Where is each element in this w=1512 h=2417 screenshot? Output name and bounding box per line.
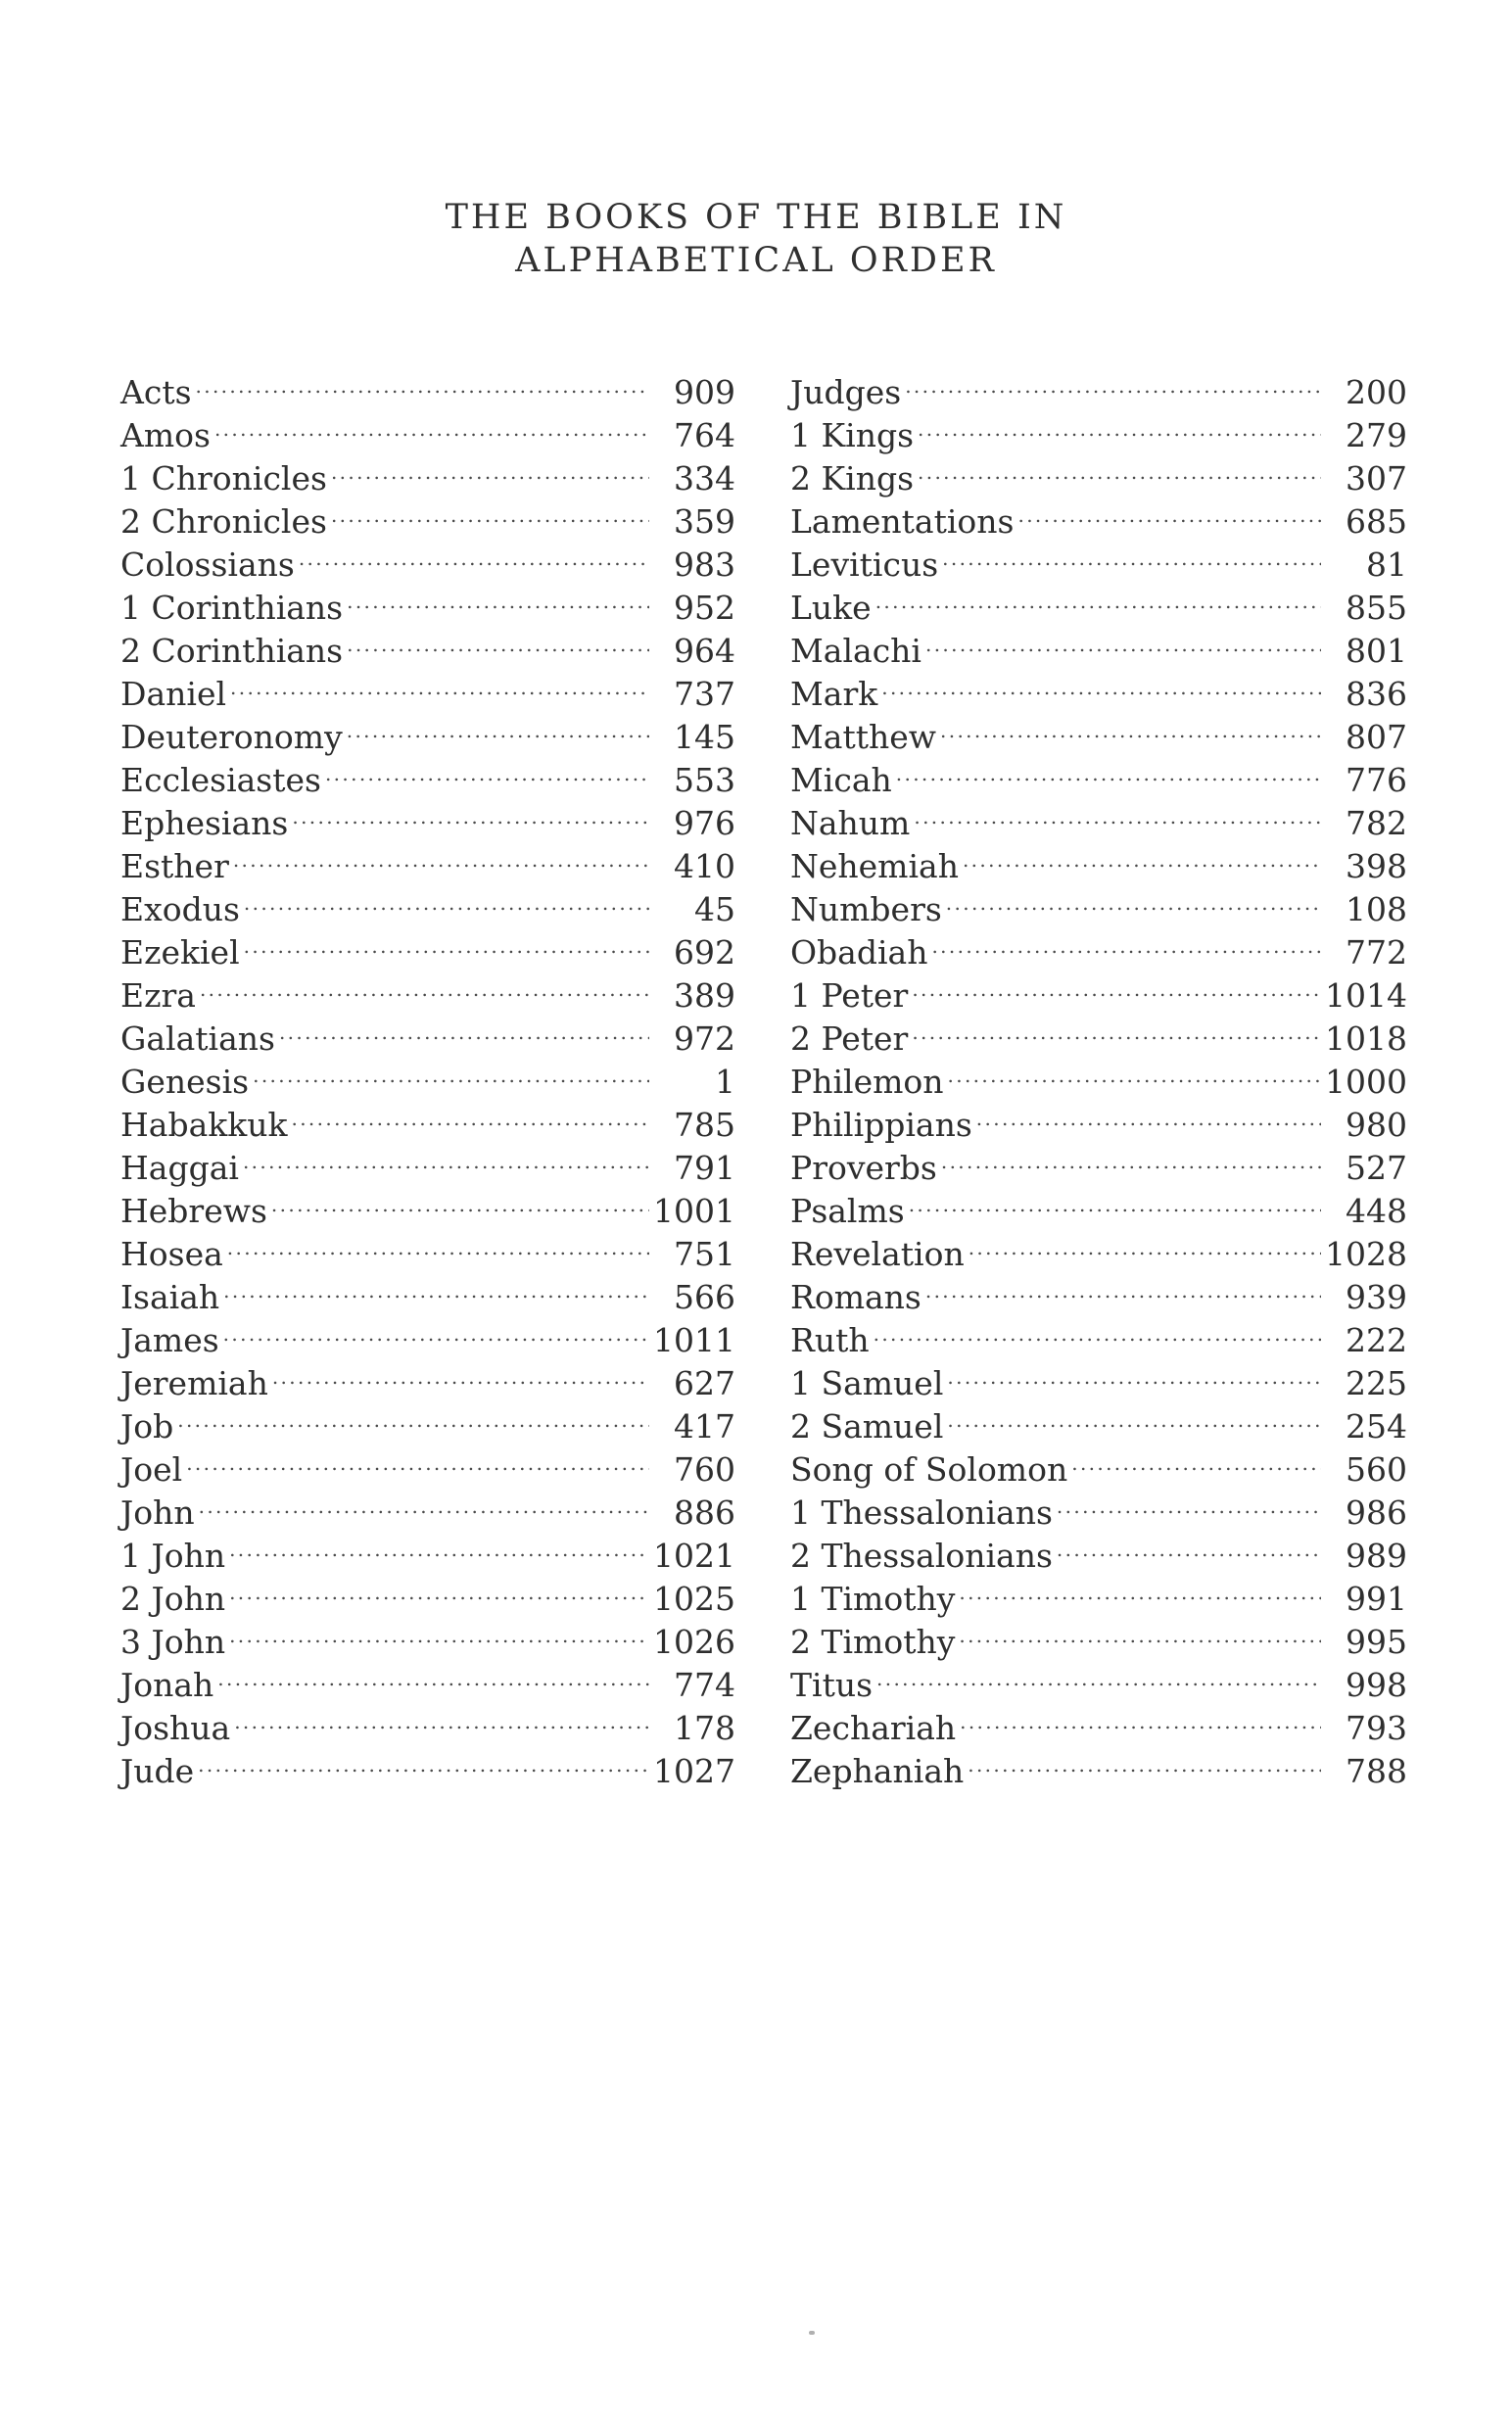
book-name: 1 Thessalonians — [790, 1493, 1053, 1532]
dot-leader — [947, 1351, 1321, 1395]
book-name: Amos — [120, 416, 211, 454]
dot-leader — [230, 662, 649, 705]
book-name: Micah — [790, 761, 892, 799]
page-number: 976 — [674, 804, 735, 842]
book-name: Jonah — [120, 1666, 214, 1704]
book-name: Matthew — [790, 718, 937, 756]
right-book-column — [790, 360, 1407, 1790]
book-name: Esther — [120, 847, 229, 885]
dot-leader — [1057, 1524, 1321, 1567]
book-name: Hosea — [120, 1235, 223, 1273]
book-name: 2 Samuel — [790, 1407, 944, 1445]
dot-leader — [196, 360, 649, 403]
page-number: 225 — [1346, 1364, 1407, 1402]
page-number: 410 — [674, 847, 735, 885]
page-number: 222 — [1346, 1321, 1407, 1359]
page-number: 685 — [1346, 502, 1407, 541]
page-number: 998 — [1346, 1666, 1407, 1704]
page-number: 692 — [674, 933, 735, 972]
book-name: Isaiah — [120, 1278, 220, 1316]
dot-leader — [233, 834, 649, 877]
book-name: 1 Peter — [790, 976, 909, 1015]
dot-leader — [347, 576, 649, 619]
page-number: 989 — [1346, 1537, 1407, 1575]
dot-leader — [253, 1050, 649, 1093]
page-number: 983 — [674, 545, 735, 584]
dot-leader — [229, 1567, 649, 1610]
dot-leader — [912, 1007, 1321, 1050]
dot-leader — [244, 877, 649, 921]
index-entry — [120, 1438, 735, 1489]
page-number: 200 — [1346, 373, 1407, 411]
dot-leader — [918, 447, 1321, 490]
page-mark — [809, 2331, 815, 2335]
page-number: 279 — [1346, 416, 1407, 454]
page-number: 1025 — [653, 1580, 735, 1618]
page-number: 1027 — [653, 1752, 735, 1790]
left-book-column — [120, 360, 735, 1790]
dot-leader — [177, 1395, 649, 1438]
dot-leader — [946, 877, 1321, 921]
page-title — [0, 196, 1512, 282]
book-name: 2 Corinthians — [120, 632, 344, 670]
dot-leader — [912, 964, 1321, 1007]
dot-leader — [272, 1351, 649, 1395]
book-name: 2 John — [120, 1580, 226, 1618]
page-number: 788 — [1346, 1752, 1407, 1790]
page-number: 1001 — [653, 1192, 735, 1230]
book-name: Ezekiel — [120, 933, 240, 972]
page-title-line-1: THE BOOKS OF THE BIBLE IN — [445, 198, 1067, 237]
page-number: 807 — [1346, 718, 1407, 756]
dot-leader — [948, 1050, 1321, 1093]
index-entry — [790, 705, 1407, 756]
page-number: 1026 — [653, 1623, 735, 1661]
book-name: 1 Chronicles — [120, 459, 327, 498]
dot-leader — [347, 705, 649, 748]
page-number: 793 — [1346, 1709, 1407, 1747]
page-number: 991 — [1346, 1580, 1407, 1618]
dot-leader — [292, 791, 649, 834]
page-number: 45 — [694, 890, 735, 928]
dot-leader — [876, 1653, 1321, 1696]
page-number: 560 — [1346, 1450, 1407, 1489]
book-name: Nahum — [790, 804, 911, 842]
page-number: 855 — [1346, 589, 1407, 627]
book-name: Ephesians — [120, 804, 289, 842]
dot-leader — [331, 490, 649, 533]
book-name: Psalms — [790, 1192, 905, 1230]
page-number: 751 — [674, 1235, 735, 1273]
index-entry — [120, 403, 735, 454]
book-name: Ecclesiastes — [120, 761, 321, 799]
page-number: 1021 — [653, 1537, 735, 1575]
book-name: Lamentations — [790, 502, 1015, 541]
book-name: Obadiah — [790, 933, 928, 972]
page-number: 398 — [1346, 847, 1407, 885]
book-name: Ezra — [120, 976, 196, 1015]
dot-leader — [271, 1179, 649, 1222]
dot-leader — [1017, 490, 1321, 533]
book-name: Habakkuk — [120, 1106, 288, 1144]
book-name: Ruth — [790, 1321, 870, 1359]
book-name: Hebrews — [120, 1192, 267, 1230]
dot-leader — [347, 619, 649, 662]
dot-leader — [1057, 1481, 1321, 1524]
dot-leader — [925, 619, 1321, 662]
dot-leader — [198, 1739, 649, 1782]
index-entry — [790, 1653, 1407, 1704]
page-number: 81 — [1366, 545, 1407, 584]
book-name: Judges — [790, 373, 902, 411]
book-name: Luke — [790, 589, 872, 627]
page-number: 760 — [674, 1450, 735, 1489]
book-name: Colossians — [120, 545, 295, 584]
page-number: 108 — [1346, 890, 1407, 928]
index-entry — [790, 1696, 1407, 1747]
page-number: 448 — [1346, 1192, 1407, 1230]
index-entry — [120, 360, 735, 411]
dot-leader — [968, 1739, 1321, 1782]
dot-leader — [942, 533, 1321, 576]
book-name: Mark — [790, 675, 878, 713]
book-name: 3 John — [120, 1623, 226, 1661]
dot-leader — [959, 1610, 1321, 1653]
page-number: 764 — [674, 416, 735, 454]
page-number: 801 — [1346, 632, 1407, 670]
dot-leader — [292, 1093, 650, 1136]
page-number: 527 — [1346, 1149, 1407, 1187]
dot-leader — [229, 1524, 649, 1567]
index-entry — [120, 1395, 735, 1445]
page-number: 1018 — [1325, 1019, 1407, 1058]
page-title-line-2: ALPHABETICAL ORDER — [515, 241, 997, 280]
page-number: 307 — [1346, 459, 1407, 498]
index-entry — [120, 1739, 735, 1790]
index-entry — [790, 619, 1407, 670]
page-number: 737 — [674, 675, 735, 713]
page-number: 566 — [674, 1278, 735, 1316]
page-number: 986 — [1346, 1493, 1407, 1532]
book-name: James — [120, 1321, 219, 1359]
book-name: Philippians — [790, 1106, 972, 1144]
page-number: 254 — [1346, 1407, 1407, 1445]
page-number: 772 — [1346, 933, 1407, 972]
book-name: Joshua — [120, 1709, 231, 1747]
book-name: Deuteronomy — [120, 718, 343, 756]
page-number: 1028 — [1325, 1235, 1407, 1273]
book-name: 1 Corinthians — [120, 589, 344, 627]
dot-leader — [909, 1179, 1321, 1222]
book-name: Proverbs — [790, 1149, 937, 1187]
dot-leader — [244, 921, 649, 964]
page-number: 389 — [674, 976, 735, 1015]
dot-leader — [325, 748, 649, 791]
page-number: 178 — [674, 1709, 735, 1747]
book-name: Jeremiah — [120, 1364, 268, 1402]
page-number: 980 — [1346, 1106, 1407, 1144]
book-name: Exodus — [120, 890, 240, 928]
index-entry — [790, 662, 1407, 713]
page-number: 952 — [674, 589, 735, 627]
book-name: Song of Solomon — [790, 1450, 1068, 1489]
book-name: Genesis — [120, 1063, 250, 1101]
book-name: Joel — [120, 1450, 183, 1489]
book-name: Romans — [790, 1278, 921, 1316]
index-entry — [790, 360, 1407, 411]
book-name: Acts — [120, 373, 192, 411]
page-number: 774 — [674, 1666, 735, 1704]
page-number: 972 — [674, 1019, 735, 1058]
dot-leader — [234, 1696, 649, 1739]
dot-leader — [223, 1265, 649, 1308]
page-number: 1011 — [653, 1321, 735, 1359]
book-name: Philemon — [790, 1063, 944, 1101]
dot-leader — [940, 705, 1321, 748]
book-name: Jude — [120, 1752, 195, 1790]
book-name: 1 Kings — [790, 416, 915, 454]
book-name: Leviticus — [790, 545, 939, 584]
index-entry — [120, 1481, 735, 1532]
book-name: Numbers — [790, 890, 942, 928]
page-number: 1014 — [1325, 976, 1407, 1015]
dot-leader — [976, 1093, 1321, 1136]
book-name: Malachi — [790, 632, 921, 670]
index-entry — [790, 576, 1407, 627]
dot-leader — [186, 1438, 649, 1481]
dot-leader — [960, 1696, 1321, 1739]
book-name: Titus — [790, 1666, 874, 1704]
book-name: John — [120, 1493, 195, 1532]
dot-leader — [914, 791, 1321, 834]
dot-leader — [199, 1481, 649, 1524]
book-name: 1 Timothy — [790, 1580, 956, 1618]
dot-leader — [214, 403, 649, 447]
page-number: 909 — [674, 373, 735, 411]
dot-leader — [931, 921, 1321, 964]
index-entry — [120, 1524, 735, 1575]
book-name: 2 Timothy — [790, 1623, 956, 1661]
page-number: 964 — [674, 632, 735, 670]
index-entry — [120, 1007, 735, 1058]
dot-leader — [223, 1308, 649, 1351]
dot-leader — [299, 533, 649, 576]
book-name: Galatians — [120, 1019, 275, 1058]
dot-leader — [243, 1136, 649, 1179]
page-number: 417 — [674, 1407, 735, 1445]
page-number: 145 — [674, 718, 735, 756]
index-entry — [120, 964, 735, 1015]
dot-leader — [279, 1007, 649, 1050]
page-number: 791 — [674, 1149, 735, 1187]
book-name: Haggai — [120, 1149, 239, 1187]
dot-leader — [918, 403, 1321, 447]
page-number: 939 — [1346, 1278, 1407, 1316]
dot-leader — [925, 1265, 1321, 1308]
dot-leader — [941, 1136, 1321, 1179]
dot-leader — [874, 1308, 1321, 1351]
book-name: Nehemiah — [790, 847, 959, 885]
page-number: 782 — [1346, 804, 1407, 842]
page-number: 836 — [1346, 675, 1407, 713]
dot-leader — [229, 1610, 649, 1653]
dot-leader — [963, 834, 1321, 877]
page-number: 886 — [674, 1493, 735, 1532]
page-number: 785 — [674, 1106, 735, 1144]
dot-leader — [947, 1395, 1321, 1438]
page-number: 776 — [1346, 761, 1407, 799]
dot-leader — [875, 576, 1321, 619]
book-name: Revelation — [790, 1235, 965, 1273]
dot-leader — [969, 1222, 1321, 1265]
index-entry — [790, 1351, 1407, 1402]
book-name: 1 John — [120, 1537, 226, 1575]
dot-leader — [227, 1222, 649, 1265]
page-number: 1000 — [1325, 1063, 1407, 1101]
dot-leader — [896, 748, 1321, 791]
page-number: 334 — [674, 459, 735, 498]
book-name: 1 Samuel — [790, 1364, 944, 1402]
dot-leader — [200, 964, 649, 1007]
page-number: 553 — [674, 761, 735, 799]
page-number: 995 — [1346, 1623, 1407, 1661]
dot-leader — [1071, 1438, 1321, 1481]
page-number: 627 — [674, 1364, 735, 1402]
book-name: 2 Kings — [790, 459, 915, 498]
page-number: 1 — [715, 1063, 735, 1101]
dot-leader — [881, 662, 1321, 705]
dot-leader — [217, 1653, 649, 1696]
book-name: Zephaniah — [790, 1752, 965, 1790]
dot-leader — [331, 447, 649, 490]
page-number: 359 — [674, 502, 735, 541]
dot-leader — [905, 360, 1321, 403]
index-entry — [790, 1308, 1407, 1359]
book-name: 2 Thessalonians — [790, 1537, 1053, 1575]
book-name: Daniel — [120, 675, 227, 713]
book-name: 2 Peter — [790, 1019, 909, 1058]
book-name: Job — [120, 1407, 174, 1445]
book-name: Zechariah — [790, 1709, 957, 1747]
dot-leader — [959, 1567, 1321, 1610]
book-name: 2 Chronicles — [120, 502, 327, 541]
